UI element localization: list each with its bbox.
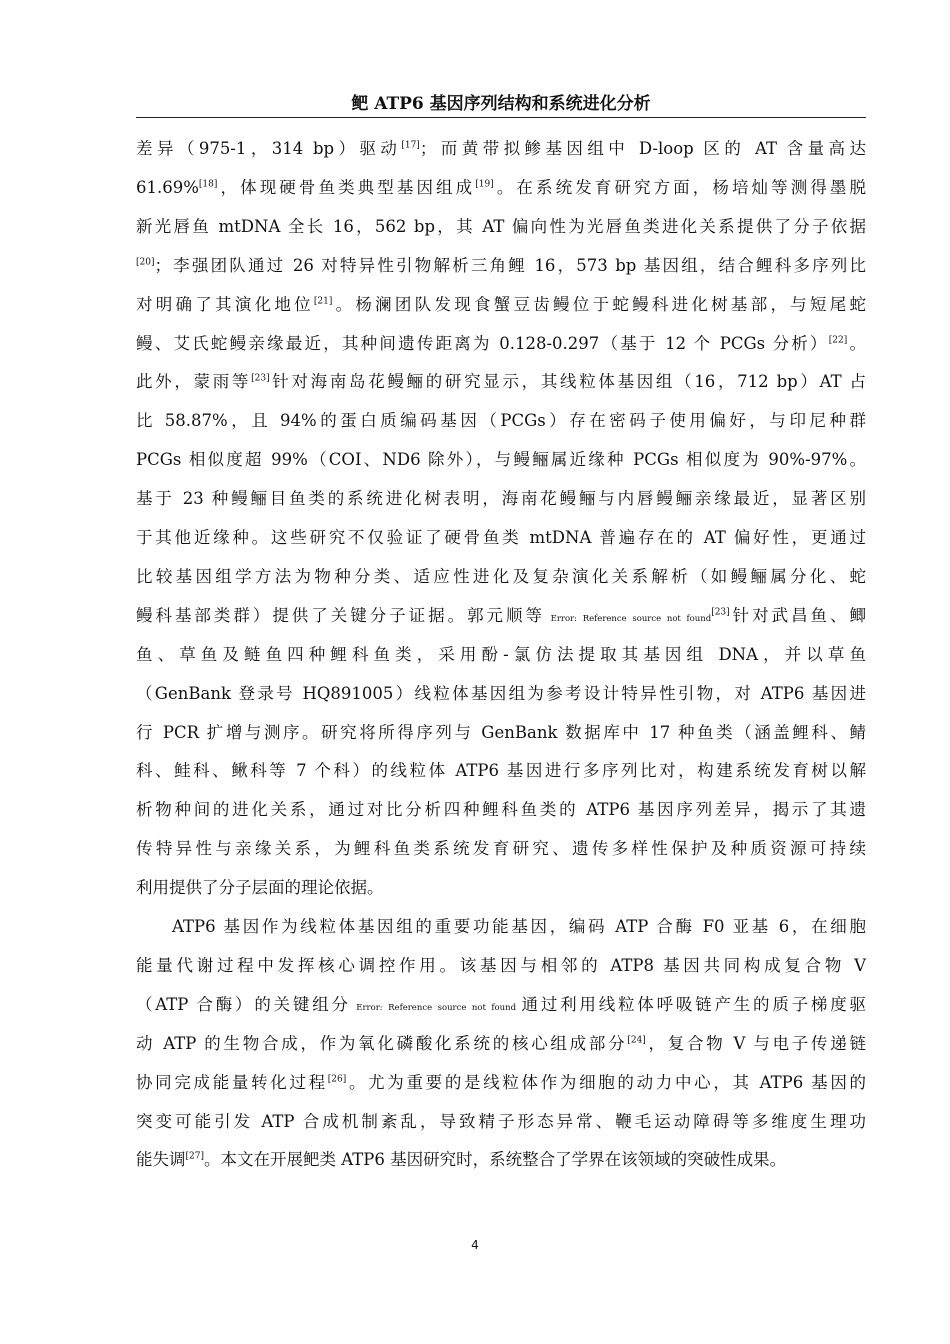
text-run: 。尤为重要的是线粒体作为细胞的动力中心，其 ATP6 基因的 bbox=[346, 1072, 867, 1092]
running-header-title: 鲃 ATP6 基因序列结构和系统进化分析 bbox=[351, 94, 651, 114]
citation-marker: [17] bbox=[401, 140, 420, 151]
text-run: 通过利用线粒体呼吸链产生的质子梯度驱 bbox=[521, 994, 866, 1014]
text-run: ；李强团队通过 26 对特异性引物解析三角鲤 16，573 bp 基因组，结合鲤科多序列比 bbox=[154, 255, 866, 275]
citation-marker: [23] bbox=[251, 373, 270, 384]
text-run: 能失调 bbox=[136, 1150, 186, 1170]
text-run: 协同完成能量转化过程 bbox=[136, 1072, 328, 1092]
text-run: ATP6 基因作为线粒体基因组的重要功能基因，编码 ATP 合酶 F0 亚基 6，在细胞 bbox=[172, 917, 866, 936]
text-run: 行 PCR 扩增与测序。研究将所得序列与 GenBank 数据库中 17 种鱼类（涵盖鲤科、鲭 bbox=[136, 722, 866, 742]
citation-marker: [23] bbox=[711, 607, 730, 618]
text-run: 基于 23 种鳗鲡目鱼类的系统进化树表明，海南花鳗鲡与内唇鳗鲡亲缘最近，显著区别 bbox=[136, 489, 866, 509]
citation-marker: [22] bbox=[828, 334, 848, 345]
text-run: 能量代谢过程中发挥核心调控作用。该基因与相邻的 ATP8 基因共同构成复合物 V bbox=[136, 955, 866, 975]
text-run: 比 58.87%，且 94%的蛋白质编码基因（PCGs）存在密码子使用偏好，与印尼种群 bbox=[136, 411, 866, 431]
text-run: 利用提供了分子层面的理论依据。 bbox=[136, 878, 384, 898]
text-run: 针对海南岛花鳗鲡的研究显示，其线粒体基因组（16，712 bp）AT 占 bbox=[269, 372, 867, 392]
citation-marker: [24] bbox=[627, 1034, 646, 1045]
text-line bbox=[136, 362, 866, 401]
text-line bbox=[136, 557, 866, 596]
text-run: 61.69% bbox=[136, 177, 199, 197]
text-run: 。本文在开展鲃类 ATP6 基因研究时，系统整合了学界在该领域的突破性成果。 bbox=[203, 1150, 787, 1170]
text-line bbox=[136, 518, 866, 557]
text-run: ；而黄带拟鲹基因组中 D-loop 区的 AT 含量高达 bbox=[419, 139, 866, 158]
text-run: 新光唇鱼 mtDNA 全长 16，562 bp，其 AT 偏向性为光唇鱼类进化关系提供了分子依据 bbox=[136, 216, 866, 236]
text-run: 。 bbox=[847, 333, 866, 353]
text-line bbox=[172, 907, 866, 946]
text-run: 突变可能引发 ATP 合成机制紊乱，导致精子形态异常、鞭毛运动障碍等多维度生理功 bbox=[136, 1111, 866, 1131]
text-line bbox=[136, 246, 866, 285]
citation-marker: [27] bbox=[185, 1151, 204, 1162]
text-line bbox=[136, 401, 866, 440]
text-line bbox=[136, 168, 866, 207]
broken-reference-note: Error: Reference source not found bbox=[350, 1002, 522, 1013]
text-line bbox=[136, 1102, 866, 1141]
page-number: 4 bbox=[471, 1238, 479, 1252]
text-line bbox=[136, 129, 866, 168]
text-run: 鳗科基部类群）提供了关键分子证据。郭元顺等 bbox=[136, 605, 545, 625]
text-run: 传特异性与亲缘关系，为鲤科鱼类系统发育研究、遗传多样性保护及种质资源可持续 bbox=[136, 839, 866, 859]
text-line bbox=[136, 440, 866, 479]
header-rule bbox=[136, 117, 866, 118]
text-line bbox=[136, 635, 866, 674]
text-line bbox=[136, 479, 866, 518]
text-run: 对明确了其演化地位 bbox=[136, 294, 314, 314]
citation-marker: [21] bbox=[313, 295, 333, 306]
citation-marker: [19] bbox=[475, 179, 494, 190]
text-run: 鱼、草鱼及鲢鱼四种鲤科鱼类，采用酚-氯仿法提取其基因组 DNA，并以草鱼 bbox=[136, 644, 866, 664]
text-line bbox=[136, 985, 866, 1024]
text-run: 动 ATP 的生物合成，作为氧化磷酸化系统的核心组成部分 bbox=[136, 1033, 628, 1053]
citation-marker: [18] bbox=[198, 179, 218, 190]
citation-marker: [20] bbox=[136, 256, 155, 267]
text-run: 针对武昌鱼、鲫 bbox=[729, 605, 866, 625]
text-run: 。杨澜团队发现食蟹豆齿鳗位于蛇鳗科进化树基部，与短尾蛇 bbox=[332, 294, 867, 314]
text-run: 此外，蒙雨等 bbox=[136, 372, 252, 392]
text-run: PCGs 相似度超 99%（COI、ND6 除外），与鳗鲡属近缘种 PCGs 相似度为 90%-97%。 bbox=[136, 450, 866, 470]
text-line bbox=[136, 829, 866, 868]
text-run: ，复合物 V 与电子传递链 bbox=[645, 1033, 866, 1053]
text-run: 于其他近缘种。这些研究不仅验证了硬骨鱼类 mtDNA 普遍存在的 AT 偏好性，更通过 bbox=[136, 528, 866, 547]
text-line bbox=[136, 713, 866, 752]
text-line bbox=[136, 596, 866, 635]
text-run: 。在系统发育研究方面，杨培灿等测得墨脱 bbox=[493, 177, 867, 197]
text-line bbox=[136, 946, 866, 985]
text-run: 科、鲑科、鳅科等 7 个科）的线粒体 ATP6 基因进行多序列比对，构建系统发育树以解 bbox=[136, 761, 866, 781]
text-run: 析物种间的进化关系，通过对比分析四种鲤科鱼类的 ATP6 基因序列差异，揭示了其遗 bbox=[136, 800, 866, 820]
text-run: （GenBank 登录号 HQ891005）线粒体基因组为参考设计特异性引物，对 ATP6 基因进 bbox=[136, 683, 866, 703]
text-run: ，体现硬骨鱼类典型基因组成 bbox=[217, 177, 476, 197]
text-line bbox=[136, 868, 866, 907]
text-line bbox=[136, 790, 866, 829]
text-line bbox=[136, 751, 866, 790]
text-line bbox=[136, 1024, 866, 1063]
text-line bbox=[136, 324, 866, 363]
text-run: 差异（975-1，314 bp）驱动 bbox=[136, 139, 402, 158]
citation-marker: [26] bbox=[327, 1073, 347, 1084]
text-line bbox=[136, 1063, 866, 1102]
text-line bbox=[136, 674, 866, 713]
text-run: 比较基因组学方法为物种分类、适应性进化及复杂演化关系解析（如鳗鲡属分化、蛇 bbox=[136, 566, 866, 586]
text-run: （ATP 合酶）的关键组分 bbox=[136, 994, 351, 1014]
text-line bbox=[136, 1140, 866, 1179]
text-line bbox=[136, 207, 866, 246]
broken-reference-note: Error: Reference source not found bbox=[544, 613, 712, 624]
text-run: 鳗、艾氏蛇鳗亲缘最近，其种间遗传距离为 0.128-0.297（基于 12 个 PCGs 分析） bbox=[136, 333, 829, 353]
text-line bbox=[136, 285, 866, 324]
